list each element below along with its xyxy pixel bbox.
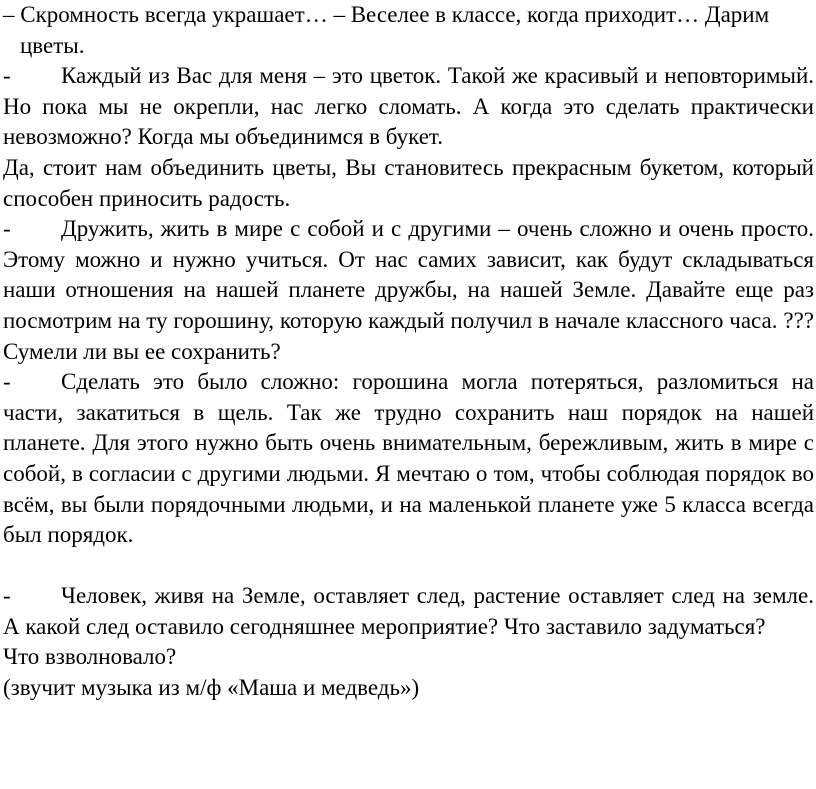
paragraph-text: Человек, живя на Земле, оставляет след, растение оставляет след на земле. А какой след оставило сегодняшнее мероприятие? Что заставило задуматься?: [3, 583, 814, 639]
paragraph-music-note: (звучит музыка из м/ф «Маша и медведь»): [3, 675, 420, 701]
paragraph-pea: [3, 367, 814, 551]
paragraph-question: Что взволновало?: [3, 644, 177, 670]
paragraph-text: Дружить, жить в мире с собой и с другими – очень сложно и очень просто. Этому можно и нужно учиться. От нас самих зависит, как будут складываться наши отношения на нашей планете дружбы, на нашей Земле. Давайте еще раз посмотрим на ту горошину, которую каждый получил в начале классного часа. ??? Сумели ли вы ее сохранить?: [3, 216, 814, 364]
paragraph-intro-dialogue: – Скромность всегда украшает… – Веселее в классе, когда приходит… Дарим цветы.: [3, 2, 770, 58]
paragraph-friendship: [3, 214, 814, 367]
paragraph-flowers: [3, 61, 814, 153]
list-dash: -: [3, 63, 11, 89]
list-dash: -: [3, 369, 11, 395]
paragraph-bouquet: Да, стоит нам объединить цветы, Вы становитесь прекрасным букетом, который способен приносить радость.: [3, 154, 814, 211]
document-page: [3, 0, 814, 704]
blank-line: [3, 551, 814, 582]
paragraph-text: Каждый из Вас для меня – это цветок. Такой же красивый и неповторимый. Но пока мы не окрепли, нас легко сломать. А когда это сделать практически невозможно? Когда мы объединимся в букет.: [3, 63, 814, 150]
list-dash: -: [3, 216, 11, 242]
paragraph-text: Сделать это было сложно: горошина могла потеряться, разломиться на части, закатиться в щель. Так же трудно сохранить наш порядок на нашей планете. Для этого нужно быть очень внимательным, бережливым, жить в мире с собой, в согласии с другими людьми. Я мечтаю о том, чтобы соблюдая порядок во всём, вы были порядочными людьми, и на маленькой планете уже 5 класса всегда был порядок.: [3, 369, 814, 548]
paragraph-trace: [3, 581, 814, 642]
list-dash: -: [3, 583, 11, 609]
